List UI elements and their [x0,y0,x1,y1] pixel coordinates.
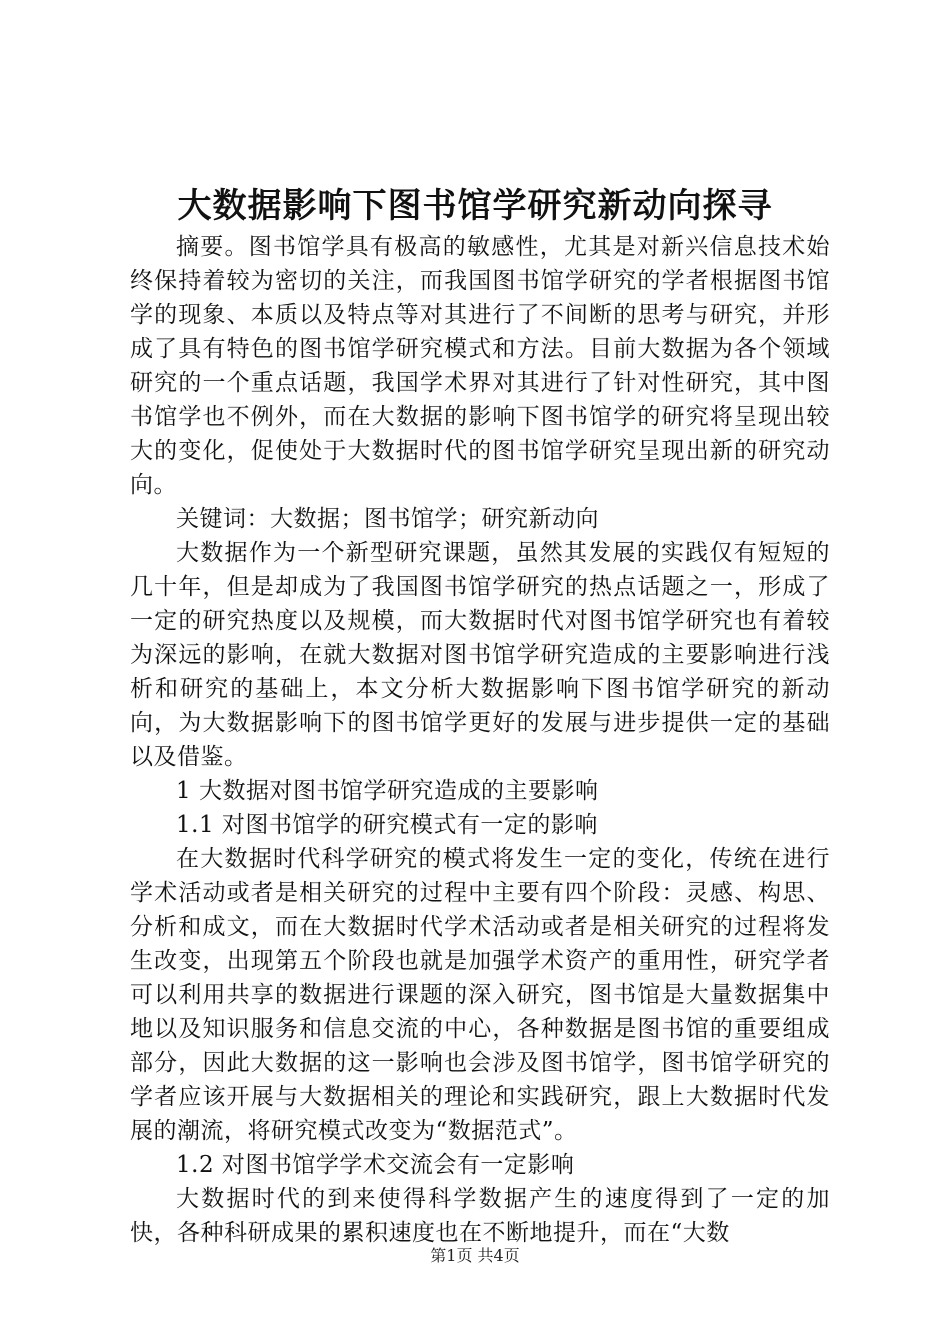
page-footer: 第1页 共4页 [430,1246,520,1265]
intro-paragraph: 大数据作为一个新型研究课题，虽然其发展的实践仅有短短的几十年，但是却成为了我国图书馆学研究的热点话题之一，形成了一定的研究热度以及规模，而大数据时代对图书馆学研究也有着较为深远的影响，在就大数据对图书馆学研究造成的主要影响进行浅析和研究的基础上，本文分析大数据影响下图书馆学研究的新动向，为大数据影响下的图书馆学更好的发展与进步提供一定的基础以及借鉴。 [130,540,830,770]
document-title: 大数据影响下图书馆学研究新动向探寻 [177,186,773,226]
keywords-line: 关键词：大数据；图书馆学；研究新动向 [176,506,599,532]
section-1-2-paragraph: 大数据时代的到来使得科学数据产生的速度得到了一定的加快，各种科研成果的累积速度也在不断地提升，而在“大数 [130,1186,830,1246]
section-1-heading: 1 大数据对图书馆学研究造成的主要影响 [176,778,599,804]
document-body [130,230,830,1250]
abstract-paragraph: 摘要。图书馆学具有极高的敏感性，尤其是对新兴信息技术始终保持着较为密切的关注，而我国图书馆学研究的学者根据图书馆学的现象、本质以及特点等对其进行了不间断的思考与研究，并形成了具有特色的图书馆学研究模式和方法。目前大数据为各个领域研究的一个重点话题，我国学术界对其进行了针对性研究，其中图书馆学也不例外，而在大数据的影响下图书馆学的研究将呈现出较大的变化，促使处于大数据时代的图书馆学研究呈现出新的研究动向。 [130,234,830,498]
section-1-1-paragraph: 在大数据时代科学研究的模式将发生一定的变化，传统在进行学术活动或者是相关研究的过程中主要有四个阶段：灵感、构思、分析和成文，而在大数据时代学术活动或者是相关研究的过程将发生改变，出现第五个阶段也就是加强学术资产的重用性，研究学者可以利用共享的数据进行课题的深入研究，图书馆是大量数据集中地以及知识服务和信息交流的中心，各种数据是图书馆的重要组成部分，因此大数据的这一影响也会涉及图书馆学，图书馆学研究的学者应该开展与大数据相关的理论和实践研究，跟上大数据时代发展的潮流，将研究模式改变为“数据范式”。 [130,846,830,1144]
section-1-1-heading: 1.1 对图书馆学的研究模式有一定的影响 [176,812,598,838]
section-1-2-heading: 1.2 对图书馆学学术交流会有一定影响 [176,1152,575,1178]
